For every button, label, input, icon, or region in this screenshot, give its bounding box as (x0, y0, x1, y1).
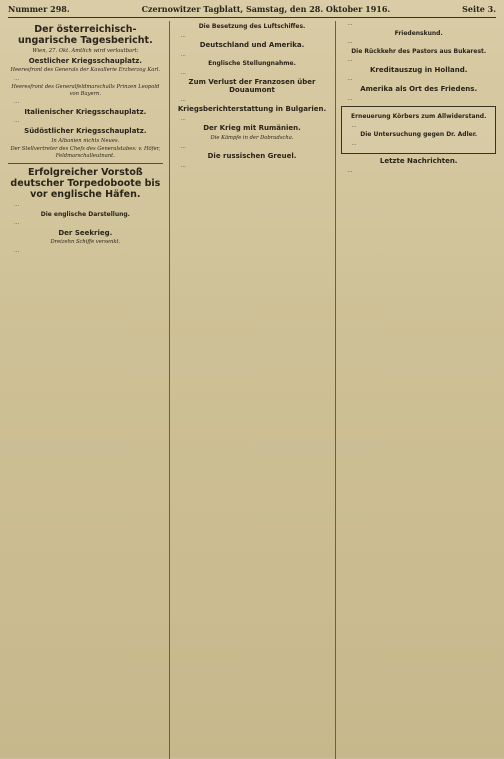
section-southeast-front: Südöstlicher Kriegsschauplatz. (24, 126, 147, 135)
body-text: … (347, 167, 353, 174)
section-english-report: Die englische Darstellung. (40, 210, 130, 218)
divider (8, 163, 163, 164)
front-karl: Heeresfront des Generals der Kavallerie Erzherzog Karl. (10, 67, 161, 74)
body-text: … (347, 76, 353, 83)
body-text: … (180, 143, 186, 150)
signature: Der Stellvertreter des Chefs des Generalstabes: v. Höfer, Feldmarschalleutnant. (10, 146, 161, 159)
body-text: … (14, 75, 20, 82)
section-russian-atrocities: Die russischen Greuel. (207, 152, 297, 161)
body-text: … (351, 140, 357, 147)
body-text: … (347, 21, 353, 27)
section-naval-war: Der Seekrieg. (58, 228, 113, 237)
body-text: … (14, 99, 20, 106)
section-adler-investigation: Die Untersuchung gegen Dr. Adler. (360, 131, 478, 139)
body-text: … (347, 57, 353, 64)
boxed-article (341, 106, 496, 154)
body-text: … (14, 220, 20, 227)
body-text: … (180, 32, 186, 39)
body-text: … (180, 162, 186, 169)
section-peace: Friedenskund. (394, 29, 443, 37)
section-holland-credit: Kreditauszug in Holland. (369, 65, 468, 74)
section-english-stance: Englische Stellungnahme. (208, 60, 296, 68)
column-1 (8, 21, 163, 759)
body-text: … (351, 122, 357, 129)
column-2 (169, 21, 330, 759)
section-pastor: Die Rückkehr des Pastors aus Bukarest. (351, 47, 487, 55)
article-headline-torpedo: Erfolgreicher Vorstoß deutscher Torpedoboote bis vor englische Häfen. (10, 167, 161, 201)
section-germany-america: Deutschland und Amerika. (199, 41, 305, 50)
column-3 (335, 21, 496, 759)
dobruja: Die Kämpfe in der Dobrudscha. (210, 135, 294, 142)
section-italian-front: Italienischer Kriegsschauplatz. (24, 107, 147, 116)
section-douaumont: Zum Verlust der Franzosen über Douaumont (188, 78, 316, 95)
section-romania: Der Krieg mit Rumänien. (203, 124, 301, 133)
front-leopold: Heeresfront des Generalfeldmarschalls Prinzen Leopold von Bayern. (11, 84, 160, 97)
body-text: … (14, 118, 20, 125)
albania-note: In Albanien nichts Neues. (51, 137, 120, 144)
masthead (8, 4, 496, 18)
section-latest-news: Letzte Nachrichten. (379, 157, 458, 166)
body-text: … (180, 96, 186, 103)
body-text: … (347, 95, 353, 102)
page-number-left: Nummer 298. (8, 4, 70, 14)
dateline: Wien, 27. Okt. Amtlich wird verlautbart: (32, 48, 139, 54)
body-text: … (14, 202, 20, 209)
section-bulgaria: Kriegsberichterstattung in Bulgarien. (177, 105, 327, 114)
section-america-peace: Amerika als Ort des Friedens. (360, 84, 478, 93)
section-eastern-front: Oestlicher Kriegsschauplatz. (28, 56, 142, 65)
page-number-right: Seite 3. (462, 4, 496, 14)
body-text: … (14, 247, 20, 254)
body-text: … (180, 115, 186, 122)
body-text: … (347, 39, 353, 46)
article-headline-austrian-report: Der österreichisch-ungarische Tagesbericht. (17, 24, 153, 46)
body-text: … (180, 69, 186, 76)
ships-sunk: Dreizehn Schiffe versenkt. (50, 239, 121, 246)
box-title: Erneuerung Körbers zum Allwiderstand. (351, 113, 487, 121)
paper-title-date: Czernowitzer Tagblatt, Samstag, den 28. Oktober 1916. (141, 4, 391, 14)
section-airship: Die Besetzung des Luftschiffes. (198, 23, 306, 30)
body-text: … (180, 51, 186, 58)
